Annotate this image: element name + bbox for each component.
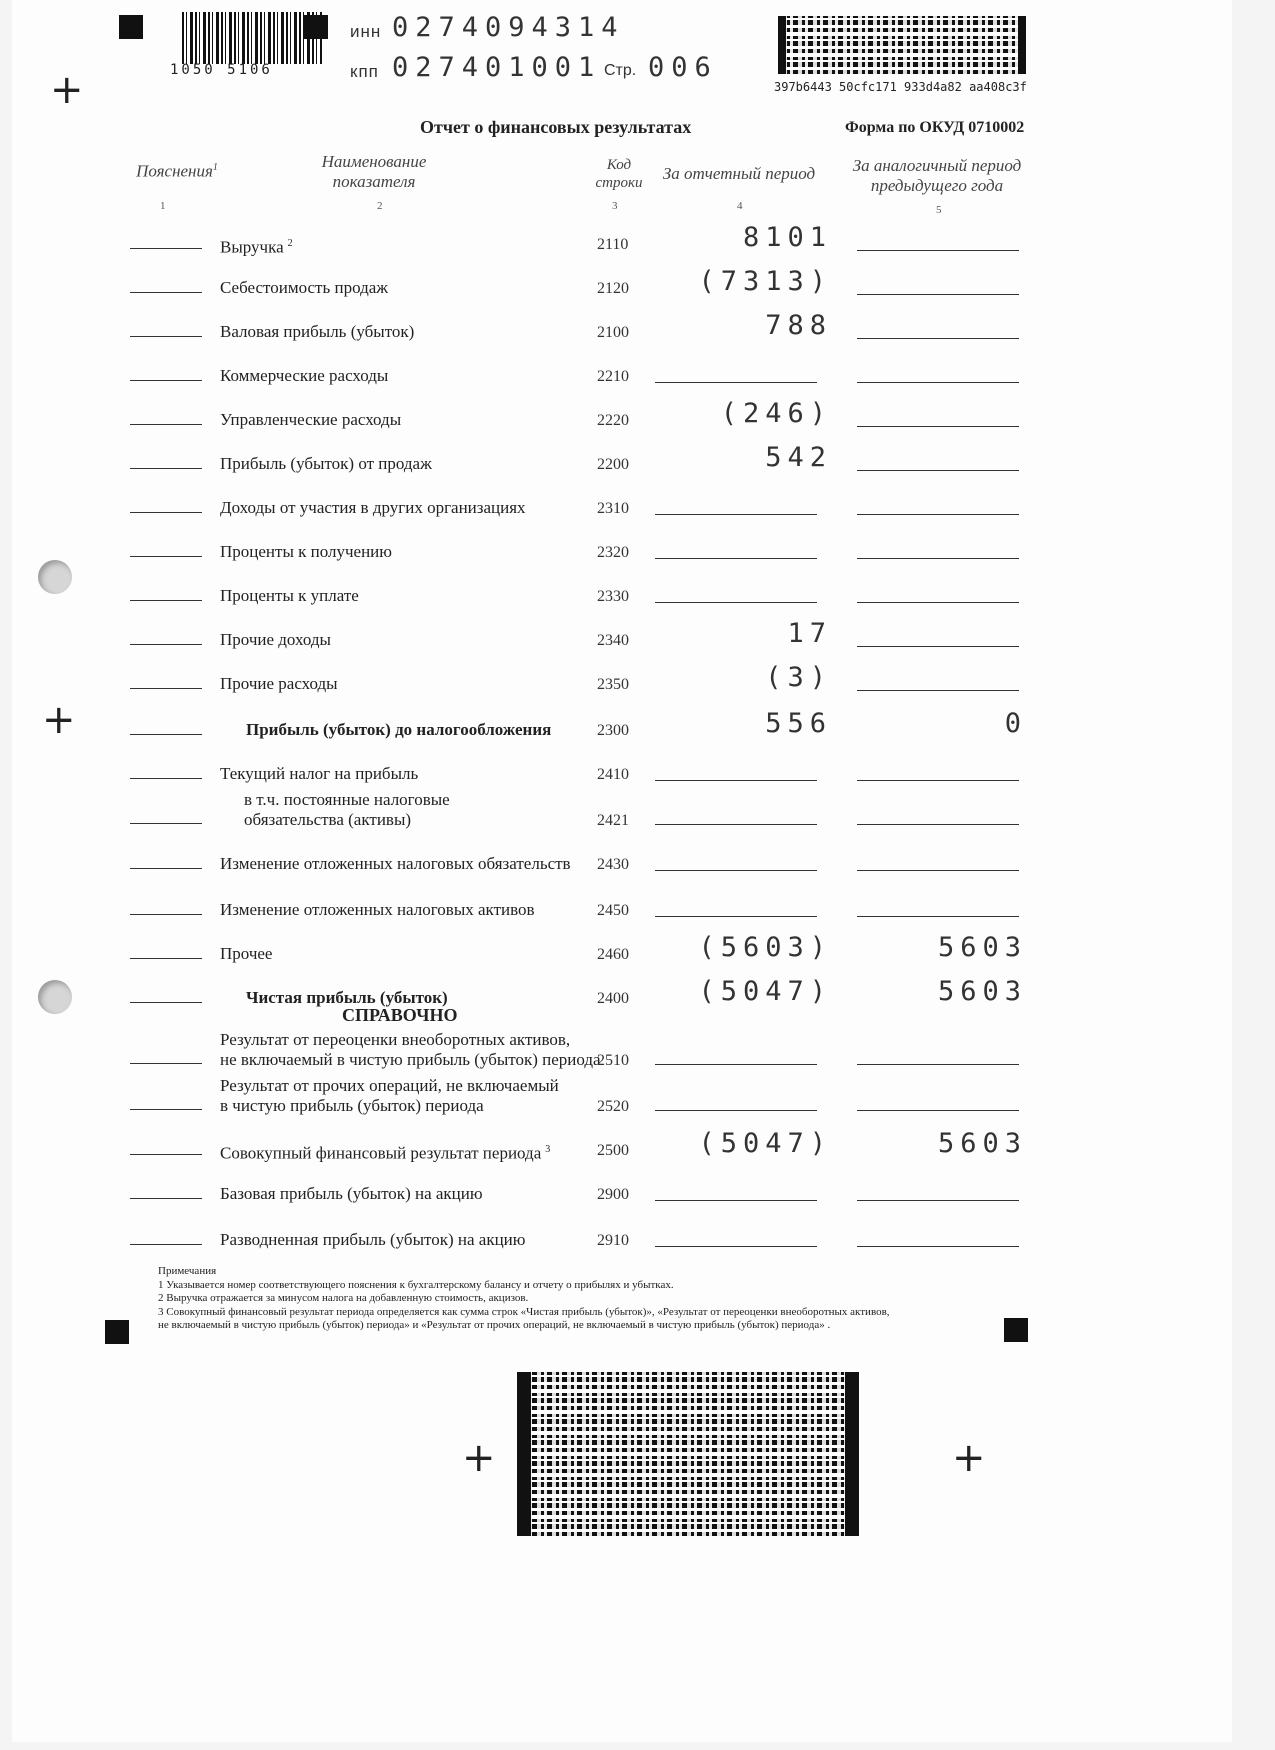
current-period-value: 542 bbox=[765, 442, 832, 473]
previous-period-blank bbox=[857, 870, 1019, 871]
previous-period-value: 5603 bbox=[937, 1128, 1027, 1159]
note-ref-line bbox=[130, 958, 202, 959]
form-sheet bbox=[12, 0, 1232, 1742]
col-number-5: 5 bbox=[936, 204, 942, 216]
row-label bbox=[220, 542, 392, 562]
row-code: 2450 bbox=[597, 902, 629, 919]
row-label bbox=[220, 674, 338, 694]
current-period-value: 17 bbox=[787, 618, 832, 649]
report-row bbox=[12, 842, 1232, 888]
report-row bbox=[12, 310, 1232, 356]
note-ref-line bbox=[130, 468, 202, 469]
previous-period-value: 0 bbox=[1004, 708, 1027, 739]
previous-period-blank bbox=[857, 382, 1019, 383]
row-code: 2120 bbox=[597, 280, 629, 297]
corner-marker-bottom-right bbox=[1004, 1318, 1028, 1342]
report-row bbox=[12, 1030, 1232, 1076]
row-label bbox=[220, 322, 414, 342]
previous-period-blank bbox=[857, 514, 1019, 515]
row-label-text: Базовая прибыль (убыток) на акцию bbox=[220, 1184, 483, 1203]
col-header-current: За отчетный период bbox=[662, 164, 816, 183]
row-label-text: Прибыль (убыток) от продаж bbox=[220, 454, 432, 473]
current-period-value: 788 bbox=[765, 310, 832, 341]
row-code: 2410 bbox=[597, 766, 629, 783]
previous-period-blank bbox=[857, 558, 1019, 559]
row-label-text: Прибыль (убыток) до налогообложения bbox=[246, 720, 552, 739]
previous-period-blank bbox=[857, 1246, 1019, 1247]
previous-period-blank bbox=[857, 338, 1019, 339]
report-row bbox=[12, 976, 1232, 1022]
row-label bbox=[220, 366, 388, 386]
note-ref-line bbox=[130, 778, 202, 779]
row-label-text: Чистая прибыль (убыток) bbox=[246, 988, 448, 1007]
previous-period-blank bbox=[857, 1110, 1019, 1111]
note-ref-line bbox=[130, 868, 202, 869]
current-period-blank bbox=[655, 1200, 817, 1201]
note-ref-line bbox=[130, 336, 202, 337]
row-label bbox=[220, 854, 571, 874]
corner-marker-top-left bbox=[119, 15, 143, 39]
row-code: 2100 bbox=[597, 324, 629, 341]
note-ref-line bbox=[130, 248, 202, 249]
row-label-text-2: не включаемый в чистую прибыль (убыток) периода bbox=[220, 1050, 601, 1069]
row-label-sup: 3 bbox=[545, 1144, 551, 1155]
row-label-text: Текущий налог на прибыль bbox=[220, 764, 419, 783]
row-label-text: в т.ч. постоянные налоговые bbox=[244, 790, 450, 809]
barcode-number: 1050 5106 bbox=[170, 62, 273, 78]
row-code: 2500 bbox=[597, 1142, 629, 1159]
corner-marker-bottom-left bbox=[105, 1320, 129, 1344]
previous-period-blank bbox=[857, 250, 1019, 251]
previous-period-blank bbox=[857, 1064, 1019, 1065]
inn-value: 0274094314 bbox=[392, 12, 625, 43]
row-label bbox=[220, 1030, 601, 1070]
note-line-2: 2 Выручка отражается за минусом налога на добавленную стоимость, акцизов. bbox=[158, 1292, 529, 1304]
current-period-blank bbox=[655, 382, 817, 383]
previous-period-value: 5603 bbox=[937, 976, 1027, 1007]
row-code: 2220 bbox=[597, 412, 629, 429]
row-label bbox=[220, 410, 401, 430]
previous-period-blank bbox=[857, 780, 1019, 781]
current-period-value: (246) bbox=[720, 398, 832, 429]
report-row bbox=[12, 486, 1232, 532]
current-period-blank bbox=[655, 602, 817, 603]
row-code: 2421 bbox=[597, 812, 629, 829]
note-ref-line bbox=[130, 1154, 202, 1155]
previous-period-blank bbox=[857, 470, 1019, 471]
row-code: 2430 bbox=[597, 856, 629, 873]
note-line-4: не включаемый в чистую прибыль (убыток) периода» и «Результат от прочих операций, не включаемый в чистую прибыль (убыток) периода» . bbox=[158, 1319, 831, 1331]
current-period-value: 8101 bbox=[742, 222, 832, 253]
row-label-text: Себестоимость продаж bbox=[220, 278, 389, 297]
row-code: 2210 bbox=[597, 368, 629, 385]
row-code: 2400 bbox=[597, 990, 629, 1007]
current-period-blank bbox=[655, 916, 817, 917]
barcode-1d bbox=[182, 12, 322, 64]
row-label bbox=[220, 630, 331, 650]
report-row bbox=[12, 1076, 1232, 1122]
document-hash: 397b6443 50cfc171 933d4a82 aa408c3f bbox=[774, 80, 1027, 94]
inn-label: инн bbox=[350, 22, 382, 41]
notes-title: Примечания bbox=[158, 1265, 217, 1277]
reference-heading: СПРАВОЧНО bbox=[342, 1005, 458, 1025]
row-code: 2910 bbox=[597, 1232, 629, 1249]
row-code: 2110 bbox=[597, 236, 629, 253]
okud-code: Форма по ОКУД 0710002 bbox=[845, 119, 1025, 136]
barcode-2d-top bbox=[778, 16, 1026, 74]
corner-marker-top-mid bbox=[304, 15, 328, 39]
current-period-blank bbox=[655, 824, 817, 825]
row-label-text: Прочее bbox=[220, 944, 273, 963]
row-label bbox=[220, 764, 418, 784]
row-code: 2520 bbox=[597, 1098, 629, 1115]
note-ref-line bbox=[130, 1109, 202, 1110]
barcode-2d-bottom bbox=[517, 1372, 859, 1536]
note-ref-line bbox=[130, 292, 202, 293]
row-label bbox=[220, 278, 388, 298]
current-period-value: (5047) bbox=[698, 1128, 832, 1159]
report-row bbox=[12, 888, 1232, 934]
current-period-value: 556 bbox=[765, 708, 832, 739]
current-period-value: (7313) bbox=[698, 266, 832, 297]
crosshair-icon: + bbox=[462, 1435, 496, 1481]
col-header-code: Код строки bbox=[595, 157, 643, 191]
col-header-notes-text: Пояснения bbox=[136, 161, 213, 181]
note-ref-line bbox=[130, 688, 202, 689]
note-ref-line bbox=[130, 600, 202, 601]
report-row bbox=[12, 266, 1232, 312]
report-row bbox=[12, 618, 1232, 664]
row-label-text: Изменение отложенных налоговых обязательств bbox=[220, 854, 571, 873]
punch-hole-top bbox=[38, 560, 72, 594]
previous-period-value: 5603 bbox=[937, 932, 1027, 963]
current-period-blank bbox=[655, 514, 817, 515]
col-number-3: 3 bbox=[612, 200, 618, 212]
note-ref-line bbox=[130, 556, 202, 557]
note-ref-line bbox=[130, 424, 202, 425]
row-label-text: Управленческие расходы bbox=[220, 410, 402, 429]
row-label bbox=[220, 454, 432, 474]
col-header-notes-sup: 1 bbox=[212, 162, 218, 173]
row-label-text: Результат от прочих операций, не включаемый bbox=[220, 1076, 559, 1095]
report-row bbox=[12, 662, 1232, 708]
row-code: 2310 bbox=[597, 500, 629, 517]
note-ref-line bbox=[130, 380, 202, 381]
col-number-4: 4 bbox=[737, 200, 743, 212]
row-label-text: Валовая прибыль (убыток) bbox=[220, 322, 415, 341]
previous-period-blank bbox=[857, 916, 1019, 917]
report-row bbox=[12, 932, 1232, 978]
notes-block bbox=[158, 1265, 958, 1333]
col-header-previous: За аналогичный период предыдущего года bbox=[852, 156, 1022, 195]
row-label bbox=[220, 234, 293, 258]
row-label-text: Проценты к уплате bbox=[220, 586, 359, 605]
row-label bbox=[220, 1184, 483, 1204]
row-label-text: Прочие доходы bbox=[220, 630, 331, 649]
row-label bbox=[220, 900, 535, 920]
row-label-text: Прочие расходы bbox=[220, 674, 338, 693]
crosshair-icon: + bbox=[952, 1435, 986, 1481]
row-code: 2320 bbox=[597, 544, 629, 561]
current-period-blank bbox=[655, 780, 817, 781]
current-period-blank bbox=[655, 558, 817, 559]
row-label-text: Разводненная прибыль (убыток) на акцию bbox=[220, 1230, 526, 1249]
crosshair-icon: + bbox=[50, 67, 84, 113]
row-code: 2200 bbox=[597, 456, 629, 473]
note-line-3: 3 Совокупный финансовый результат периода определяется как сумма строк «Чистая прибыль (убыток)», «Результат от переоценки внеоборотных активов, bbox=[158, 1305, 890, 1318]
report-row bbox=[12, 530, 1232, 576]
previous-period-blank bbox=[857, 1200, 1019, 1201]
col-number-2: 2 bbox=[377, 200, 383, 212]
report-row bbox=[12, 1218, 1232, 1264]
row-label-text: Коммерческие расходы bbox=[220, 366, 389, 385]
report-row bbox=[12, 1128, 1232, 1174]
report-row bbox=[12, 398, 1232, 444]
report-row bbox=[12, 790, 1232, 836]
row-label-text: Доходы от участия в других организациях bbox=[220, 498, 526, 517]
report-row bbox=[12, 708, 1232, 754]
row-label bbox=[220, 1230, 525, 1250]
report-row bbox=[12, 574, 1232, 620]
row-label bbox=[246, 720, 551, 740]
row-label-text: Совокупный финансовый результат периода bbox=[220, 1143, 542, 1163]
note-ref-line bbox=[130, 1063, 202, 1064]
row-label-sup: 2 bbox=[287, 238, 293, 249]
row-code: 2330 bbox=[597, 588, 629, 605]
row-code: 2350 bbox=[597, 676, 629, 693]
previous-period-blank bbox=[857, 824, 1019, 825]
report-row bbox=[12, 442, 1232, 488]
row-label-text: Проценты к получению bbox=[220, 542, 392, 561]
current-period-blank bbox=[655, 1110, 817, 1111]
punch-hole-bottom bbox=[38, 980, 72, 1014]
current-period-blank bbox=[655, 870, 817, 871]
note-ref-line bbox=[130, 734, 202, 735]
row-label bbox=[220, 1076, 559, 1116]
current-period-value: (5603) bbox=[698, 932, 832, 963]
previous-period-blank bbox=[857, 426, 1019, 427]
col-header-indicator: Наименование показателя bbox=[321, 152, 427, 191]
previous-period-blank bbox=[857, 690, 1019, 691]
row-code: 2460 bbox=[597, 946, 629, 963]
current-period-value: (3) bbox=[765, 662, 832, 693]
current-period-blank bbox=[655, 1246, 817, 1247]
row-label-text-2: в чистую прибыль (убыток) периода bbox=[220, 1096, 484, 1115]
row-label bbox=[220, 586, 359, 606]
current-period-blank bbox=[655, 1064, 817, 1065]
page-label: Стр. bbox=[604, 62, 637, 79]
report-row bbox=[12, 354, 1232, 400]
note-ref-line bbox=[130, 1244, 202, 1245]
kpp-value: 027401001 bbox=[392, 52, 602, 83]
row-code: 2900 bbox=[597, 1186, 629, 1203]
row-label-text-2: обязательства (активы) bbox=[244, 810, 412, 829]
crosshair-icon: + bbox=[42, 697, 76, 743]
note-ref-line bbox=[130, 1198, 202, 1199]
previous-period-blank bbox=[857, 646, 1019, 647]
note-ref-line bbox=[130, 914, 202, 915]
note-ref-line bbox=[130, 823, 202, 824]
row-label bbox=[220, 944, 272, 964]
note-line-1: 1 Указывается номер соответствующего пояснения к бухгалтерскому балансу и отчету о прибылях и убытках. bbox=[158, 1278, 674, 1291]
report-row bbox=[12, 222, 1232, 268]
current-period-value: (5047) bbox=[698, 976, 832, 1007]
row-code: 2510 bbox=[597, 1052, 629, 1069]
col-header-notes bbox=[122, 158, 232, 182]
kpp-label: кпп bbox=[350, 62, 379, 81]
previous-period-blank bbox=[857, 294, 1019, 295]
row-label bbox=[220, 498, 526, 518]
previous-period-blank bbox=[857, 602, 1019, 603]
row-label bbox=[244, 790, 450, 830]
report-row bbox=[12, 1172, 1232, 1218]
row-label bbox=[220, 1140, 550, 1164]
row-label-text: Выручка bbox=[220, 237, 284, 257]
form-title: Отчет о финансовых результатах bbox=[420, 117, 692, 137]
note-ref-line bbox=[130, 512, 202, 513]
note-ref-line bbox=[130, 644, 202, 645]
note-ref-line bbox=[130, 1002, 202, 1003]
page-value: 006 bbox=[648, 52, 718, 83]
row-code: 2340 bbox=[597, 632, 629, 649]
row-label-text: Изменение отложенных налоговых активов bbox=[220, 900, 535, 919]
col-number-1: 1 bbox=[160, 200, 166, 212]
row-code: 2300 bbox=[597, 722, 629, 739]
row-label-text: Результат от переоценки внеоборотных активов, bbox=[220, 1030, 571, 1049]
